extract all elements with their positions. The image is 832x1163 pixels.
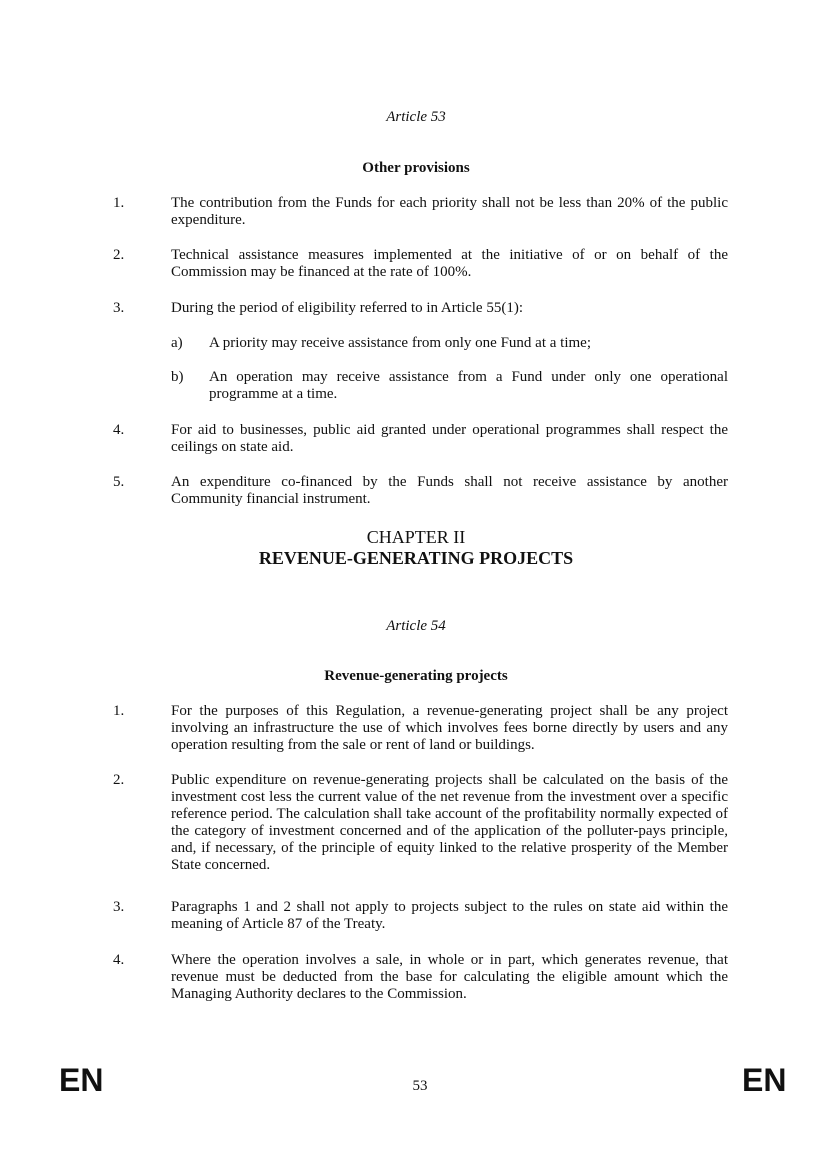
paragraph-number: 4. [113,952,125,968]
paragraph-number: 1. [113,703,125,719]
paragraph-text: For the purposes of this Regulation, a revenue-generating project shall be any project involving an infrastructure the use of which involves fees borne directly by users and any operation resulting from the sale or rent of land or buildings. [171,703,728,753]
paragraph-text: During the period of eligibility referred to in Article 55(1): [171,300,523,316]
paragraph-number: 1. [113,195,125,211]
language-code-right: EN [742,1062,787,1098]
paragraph-number: 3. [113,899,125,915]
paragraph-number: 2. [113,247,125,263]
subitem-text: A priority may receive assistance from only one Fund at a time; [209,335,591,351]
subitem-text: An operation may receive assistance from a Fund under only one operational programme at a time. [209,369,728,402]
article-53-title: Other provisions [362,160,470,176]
paragraph-number: 2. [113,772,125,788]
page-number: 53 [412,1078,428,1094]
article-54-heading: Article 54 [386,618,446,634]
language-code-left: EN [59,1062,104,1098]
paragraph-number: 4. [113,422,125,438]
paragraph-text: The contribution from the Funds for each priority shall not be less than 20% of the public expenditure. [171,195,728,228]
chapter-title: REVENUE-GENERATING PROJECTS [258,548,574,568]
paragraph-number: 3. [113,300,125,316]
paragraph-number: 5. [113,474,125,490]
paragraph-text: Public expenditure on revenue-generating projects shall be calculated on the basis of the investment cost less the current value of the net revenue from the investment over a specific reference period. The calculation shall take account of the profitability normally expected of the category of investment concerned and of the application of the polluter-pays principle, and, if necessary, of the principle of equity linked to the relative prosperity of the Member State concerned. [171,772,728,873]
paragraph-text: Paragraphs 1 and 2 shall not apply to projects subject to the rules on state aid within the meaning of Article 87 of the Treaty. [171,899,728,932]
article-54-title: Revenue-generating projects [324,668,508,684]
subitem-label: b) [171,369,184,385]
paragraph-text: Where the operation involves a sale, in whole or in part, which generates revenue, that revenue must be deducted from the base for calculating the eligible amount which the Managing Authority declares to the Commission. [171,952,728,1002]
subitem-label: a) [171,335,183,351]
paragraph-text: An expenditure co-financed by the Funds shall not receive assistance by another Community financial instrument. [171,474,728,507]
article-53-heading: Article 53 [386,109,446,125]
paragraph-text: Technical assistance measures implemented at the initiative of or on behalf of the Commission may be financed at the rate of 100%. [171,247,728,280]
paragraph-text: For aid to businesses, public aid granted under operational programmes shall respect the ceilings on state aid. [171,422,728,455]
chapter-label: CHAPTER II [366,527,466,547]
